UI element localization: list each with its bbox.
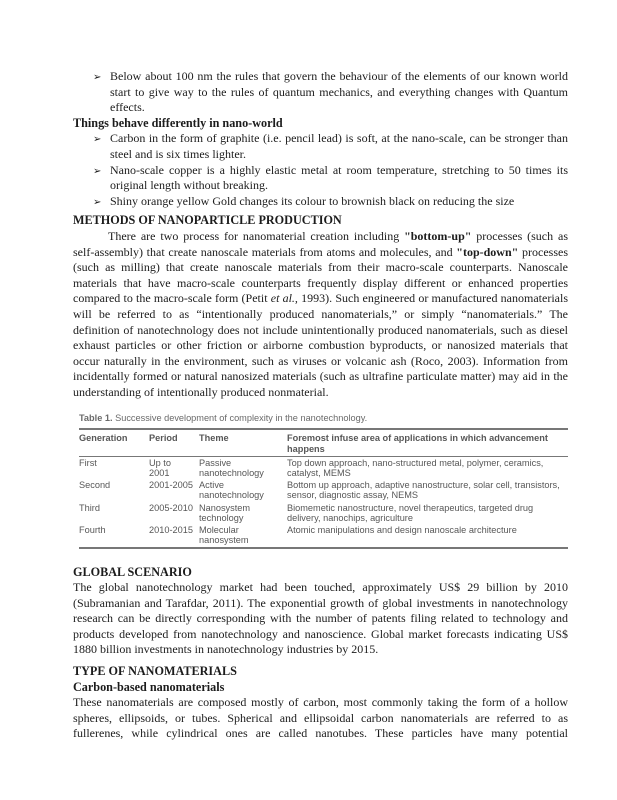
paragraph-run: 1993). Such engineered or manufactured nanomaterials will be referred to as “intentionally produced nanomaterials,” or simply “nanomaterials.” The definition of nanotechnology does not include unintentionally produced nanomaterials, such as diesel exhaust particles or other friction or airborne combustion byproducts, or nanosized materials that occur naturally in the environment, such as viruses or volcanic ash (Roco, 2003). Information from incidentally formed or natural nanosized materials (such as ultrafine particulate matter) may aid in the understanding of intentionally produced nonmaterial. — [73, 291, 568, 399]
cell-period: 2005-2010 — [149, 502, 193, 513]
cell-area: Atomic manipulations and design nanoscale architecture — [287, 525, 517, 536]
cell-area: Top down approach, nano-structured metal, polymer, ceramics, catalyst, MEMS — [287, 457, 544, 479]
column-header-period: Period — [149, 429, 199, 456]
bullet-text: Carbon in the form of graphite (i.e. pencil lead) is soft, at the nano-scale, can be stronger than steel and is six times lighter. — [110, 131, 568, 161]
paragraph-run: processes (such as milling) that create nanoscale materials from their macro-scale counterparts. Nanoscale materials that have macro-scale counterparts frequently display different or enhanced properties compared to the macro-scale form (Petit — [73, 244, 568, 306]
table-body — [79, 456, 568, 547]
list-item — [73, 131, 568, 162]
paragraph-run: There are two process for nanomaterial creation including — [108, 228, 405, 243]
cell-area: Bottom up approach, adaptive nanostructure, solar cell, transistors, sensor, diagnostic assay, NEMS — [287, 480, 560, 501]
cell-period: Up to 2001 — [149, 457, 171, 479]
bullet-text: Shiny orange yellow Gold changes its colour to brownish black on reducing the size — [110, 193, 515, 208]
cell-theme: Molecular nanosystem — [199, 525, 249, 546]
heading-global-scenario: GLOBAL SCENARIO — [73, 564, 192, 579]
bullet-text: Nano-scale copper is a highly elastic metal at room temperature, stretching to 50 times its original length without breaking. — [110, 162, 568, 193]
intro-bullet-list — [73, 69, 568, 116]
nanotechnology-generations-table — [79, 428, 568, 548]
cell-generation: Fourth — [79, 525, 106, 536]
bullet-text: Below about 100 nm the rules that govern the behaviour of the elements of our known world start to give way to the rules of quantum mechanics, and everything changes with Quantum effects. — [110, 69, 568, 115]
list-item — [73, 69, 568, 116]
global-scenario-paragraph: The global nanotechnology market had been touched, approximately US$ 29 billion by 2010 (Subramanian and Tarafdar, 2011). The exponential growth of global investments in nanotechnology research can be directly corresponding with the number of patents filing related to technology and products developed from nanotechnology and nanoscience. Global market forecasts indicating US$ 1880 billion investments in nanotechnology industries by 2015. — [73, 580, 568, 657]
cell-theme: Active nanotechnology — [199, 480, 264, 501]
table-header — [79, 429, 568, 456]
cell-generation: Second — [79, 480, 111, 491]
table-header-row — [79, 429, 568, 456]
table-row — [79, 524, 568, 547]
bullet-arrow-icon: ➢ — [93, 72, 102, 83]
table-caption-label: Table 1. — [79, 413, 113, 424]
bullet-arrow-icon: ➢ — [93, 134, 102, 146]
heading-carbon-based: Carbon-based nanomaterials — [73, 679, 225, 694]
heading-methods: METHODS OF NANOPARTICLE PRODUCTION — [73, 213, 342, 228]
cell-period: 2010-2015 — [149, 525, 193, 536]
cell-theme: Passive nanotechnology — [199, 457, 264, 479]
table-caption — [79, 413, 568, 424]
page-content — [73, 69, 568, 742]
cell-generation: First — [79, 457, 97, 468]
list-item — [73, 163, 568, 194]
column-header-area: Foremost infuse area of applications in which advancement happens — [287, 429, 568, 456]
table-row — [79, 502, 568, 524]
cell-generation: Third — [79, 502, 100, 513]
paragraph-run-italic: et al., — [270, 291, 298, 306]
carbon-based-paragraph: These nanomaterials are composed mostly of carbon, most commonly taking the form of a hollow spheres, ellipsoids, or tubes. Spherical and ellipsoidal carbon nanomaterials are referred to as fullerenes, while cylindrical ones are called nanotubes. These particles have many potential — [73, 695, 568, 741]
paragraph-run: processes (such as self-assembly) that create nanoscale materials from atoms and molecules, and — [73, 228, 568, 259]
methods-paragraph — [73, 229, 568, 401]
paragraph-run-bold: "bottom-up" — [404, 228, 472, 243]
bullet-arrow-icon: ➢ — [93, 196, 102, 208]
list-item — [73, 194, 568, 210]
cell-area: Biomemetic nanostructure, novel therapeutics, targeted drug delivery, nanochips, agriculture — [287, 502, 534, 523]
nano-world-bullet-list — [73, 131, 568, 209]
heading-type-of-nanomaterials: TYPE OF NANOMATERIALS — [73, 664, 237, 679]
table-row — [79, 456, 568, 479]
paragraph-run-bold: "top-down" — [456, 244, 519, 259]
bullet-arrow-icon: ➢ — [93, 165, 102, 177]
table-row — [79, 479, 568, 501]
cell-theme: Nanosystem technology — [199, 502, 251, 523]
column-header-generation: Generation — [79, 429, 149, 456]
heading-nano-world: Things behave differently in nano-world — [73, 115, 283, 130]
column-header-theme: Theme — [199, 429, 287, 456]
table-caption-text: Successive development of complexity in the nanotechnology. — [112, 413, 368, 424]
cell-period: 2001-2005 — [149, 480, 193, 491]
